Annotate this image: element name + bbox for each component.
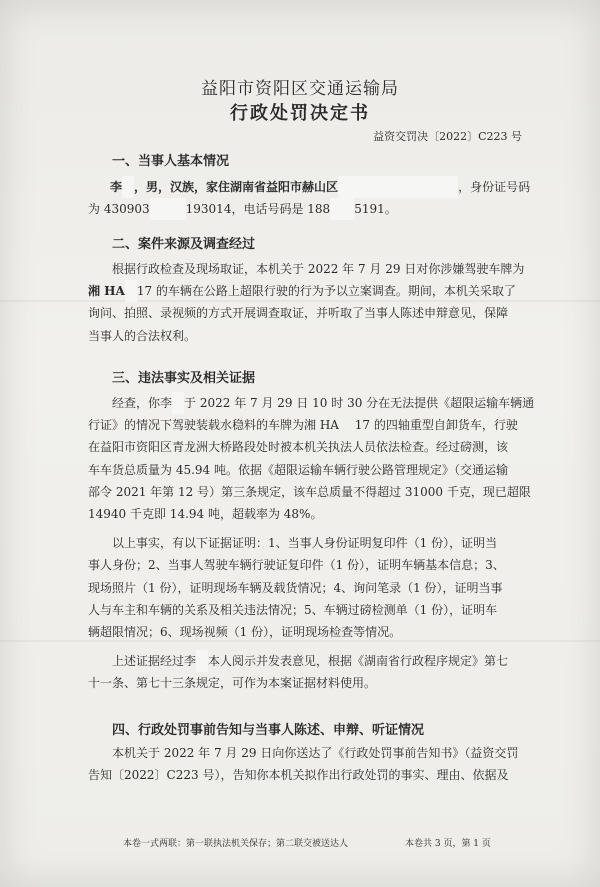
section-heading-2: 二、案件来源及调查经过 — [112, 237, 256, 252]
text-line: 17 的车辆在公路上超限行驶的行为予以立案调查。期间，本机关采取了 — [136, 284, 516, 299]
text-line: 本人阅示并发表意见，根据《湖南省行政程序规定》第七 — [208, 654, 509, 669]
text-line: 十一条、第七十三条规定，可作为本案证据材料使用。 — [88, 676, 377, 691]
text-line: 辆超限情况；6、现场视频（1 份），证明现场检查等情况。 — [88, 624, 402, 639]
text-line: 人与车主和车辆的关系及相关违法情况；5、车辆过磅检测单（1 份），证明车 — [88, 602, 498, 617]
party-phone-suffix: 5191。 — [354, 202, 397, 217]
text-line: 本机关于 2022 年 7 月 29 日向你送达了《行政处罚事前告知书》（益资交罚 — [112, 746, 519, 760]
text-line: 根据行政检查及现场取证，本机关于 2022 年 7 月 29 日对你涉嫌驾驶车牌为 — [112, 262, 525, 276]
text-line: 行证》的情况下驾驶装载水稳料的车牌为湘 HA 17 的四轴重型自卸货车，行驶 — [88, 418, 518, 433]
section-heading-3: 三、违法事实及相关证据 — [112, 371, 256, 386]
party-name: 李 — [110, 180, 123, 194]
text-line: 在益阳市资阳区青龙洲大桥路段处时被本机关执法人员依法检查。经过磅测，该 — [88, 440, 509, 455]
redaction — [338, 176, 458, 198]
text-line: 询问、拍照、录视频的方式开展调查取证，并听取了当事人陈述申辩意见，保障 — [88, 306, 509, 321]
redaction — [330, 198, 354, 220]
party-id-prefix: 为 430903 — [88, 202, 150, 217]
text-line: 上述证据经过李 — [112, 654, 197, 669]
redaction — [172, 392, 184, 414]
redaction — [150, 198, 186, 220]
plate-prefix: 湘 HA — [88, 284, 125, 299]
text-line: 当事人的合法权利。 — [88, 328, 197, 343]
text-line: 部令 2021 年第 12 号）第三条规定，该车总质量不得超过 31000 千克，现已超限 — [88, 484, 531, 499]
party-id-label: ，身份证号码 — [458, 180, 531, 194]
footer-note: 本卷一式两联：第一联执法机关保存；第二联交被送达人 — [123, 839, 349, 849]
text-line: 车车货总质量为 45.94 吨。依据《超限运输车辆行驶公路管理规定》（交通运输 — [88, 462, 508, 477]
section-heading-4: 四、行政处罚事前告知与当事人陈述、申辩、听证情况 — [112, 723, 425, 738]
page-indicator: 本卷共 3 页，第 1 页 — [405, 839, 491, 849]
text-line: 事人身份；2、当事人驾驶车辆行驶证复印件（1 份），证明车辆基本信息；3、 — [88, 558, 505, 573]
redaction — [196, 650, 208, 672]
section-1-body — [88, 176, 531, 220]
text-line: 14940 千克即 14.94 吨，超载率为 48%。 — [88, 506, 323, 521]
document-title: 行政处罚决定书 — [230, 103, 370, 124]
section-heading-1: 一、当事人基本情况 — [112, 154, 230, 169]
text-line: 于 2022 年 7 月 29 日 10 时 30 分在无法提供《超限运输车辆通 — [184, 396, 535, 410]
text-line: 以上事实，有以下证据证明：1、当事人身份证明复印件（1 份），证明当 — [112, 536, 498, 551]
text-line: 现场照片（1 份），证明现场车辆及载货情况；4、询问笔录（1 份），证明当事 — [88, 580, 503, 595]
redaction — [122, 176, 134, 198]
text-line: 经查，你李 — [112, 396, 173, 410]
section-3-body — [88, 392, 535, 694]
redaction — [125, 280, 137, 302]
document-number: 益资交罚决〔2022〕C223 号 — [373, 130, 522, 143]
party-info: ，男，汉族，家住湖南省益阳市赫山区 — [134, 180, 339, 194]
party-id-suffix: 193014，电话号码是 188 — [185, 202, 331, 217]
section-4-body — [88, 742, 520, 786]
agency-title: 益阳市资阳区交通运输局 — [201, 79, 399, 99]
section-2-body — [88, 258, 525, 347]
text-line: 告知〔2022〕C223 号），告知你本机关拟作出行政处罚的事实、理由、依据及 — [88, 768, 509, 783]
